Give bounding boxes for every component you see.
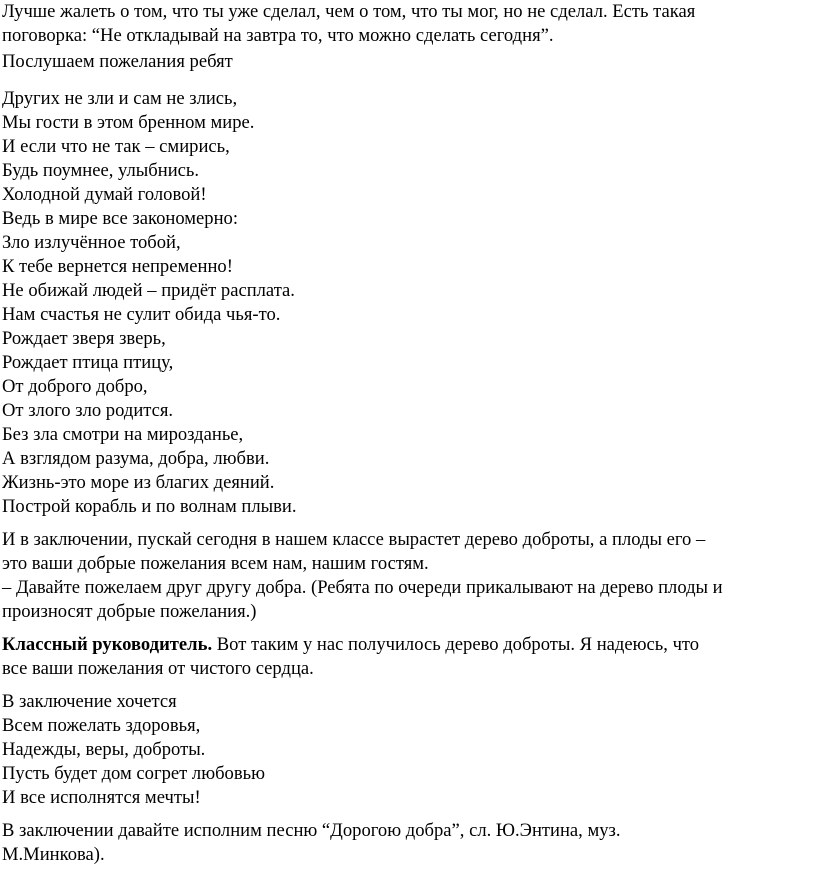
wishes-line: И все исполнятся мечты! bbox=[2, 787, 201, 808]
song-paragraph bbox=[2, 819, 814, 867]
poem-line: Построй корабль и по волнам плыви. bbox=[2, 496, 297, 517]
poem bbox=[2, 87, 814, 519]
poem-line: Рождает птица птицу, bbox=[2, 352, 174, 373]
intro-line: поговорка: “Не откладывай на завтра то, что можно сделать сегодня”. bbox=[2, 25, 554, 46]
poem-line: Других не зли и сам не злись, bbox=[2, 88, 238, 109]
poem-line: От доброго добро, bbox=[2, 376, 148, 397]
teacher-line: все ваши пожелания от чистого сердца. bbox=[2, 658, 314, 679]
poem-line: Без зла смотри на мирозданье, bbox=[2, 424, 244, 445]
wishes-line: Надежды, веры, доброты. bbox=[2, 739, 206, 760]
teacher-paragraph bbox=[2, 633, 814, 681]
speaker-label: Классный руководитель. bbox=[2, 634, 213, 655]
poem-line: Холодной думай головой! bbox=[2, 184, 207, 205]
intro-line: Лучше жалеть о том, что ты уже сделал, чем о том, что ты мог, но не сделал. Есть такая bbox=[2, 1, 696, 22]
poem-line: Будь поумнее, улыбнись. bbox=[2, 160, 200, 181]
poem-line: От злого зло родится. bbox=[2, 400, 174, 421]
wishes-line: Всем пожелать здоровья, bbox=[2, 715, 201, 736]
conclusion-line: И в заключении, пускай сегодня в нашем классе вырастет дерево доброты, а плоды его – bbox=[2, 529, 706, 550]
listen-line: Послушаем пожелания ребят bbox=[2, 51, 233, 72]
intro-paragraph bbox=[2, 0, 814, 48]
document-page bbox=[2, 0, 814, 867]
poem-line: Ведь в мире все закономерно: bbox=[2, 208, 238, 229]
wishes-line: Пусть будет дом согрет любовью bbox=[2, 763, 265, 784]
conclusion-line: это ваши добрые пожелания всем нам, нашим гостям. bbox=[2, 553, 429, 574]
poem-line: Зло излучённое тобой, bbox=[2, 232, 181, 253]
teacher-line bbox=[2, 633, 814, 657]
song-line: В заключении давайте исполним песню “Дорогою добра”, сл. Ю.Энтина, муз. bbox=[2, 820, 621, 841]
conclusion-line: – Давайте пожелаем друг другу добра. (Ребята по очереди прикалывают на дерево плоды и bbox=[2, 577, 723, 598]
poem-line: К тебе вернется непременно! bbox=[2, 256, 233, 277]
poem-line: А взглядом разума, добра, любви. bbox=[2, 448, 270, 469]
poem-line: Нам счастья не сулит обида чья-то. bbox=[2, 304, 281, 325]
teacher-text: Вот таким у нас получилось дерево доброты. Я надеюсь, что bbox=[212, 634, 700, 655]
poem-line: Мы гости в этом бренном мире. bbox=[2, 112, 255, 133]
conclusion-paragraph bbox=[2, 528, 814, 624]
poem-line: Не обижай людей – придёт расплата. bbox=[2, 280, 295, 301]
poem-line: Жизнь-это море из благих деяний. bbox=[2, 472, 275, 493]
wishes-line: В заключение хочется bbox=[2, 691, 177, 712]
song-line: М.Минкова). bbox=[2, 844, 105, 865]
poem-line: И если что не так – смирись, bbox=[2, 136, 230, 157]
poem-line: Рождает зверя зверь, bbox=[2, 328, 166, 349]
wishes-poem bbox=[2, 690, 814, 810]
conclusion-line: произносят добрые пожелания.) bbox=[2, 601, 257, 622]
